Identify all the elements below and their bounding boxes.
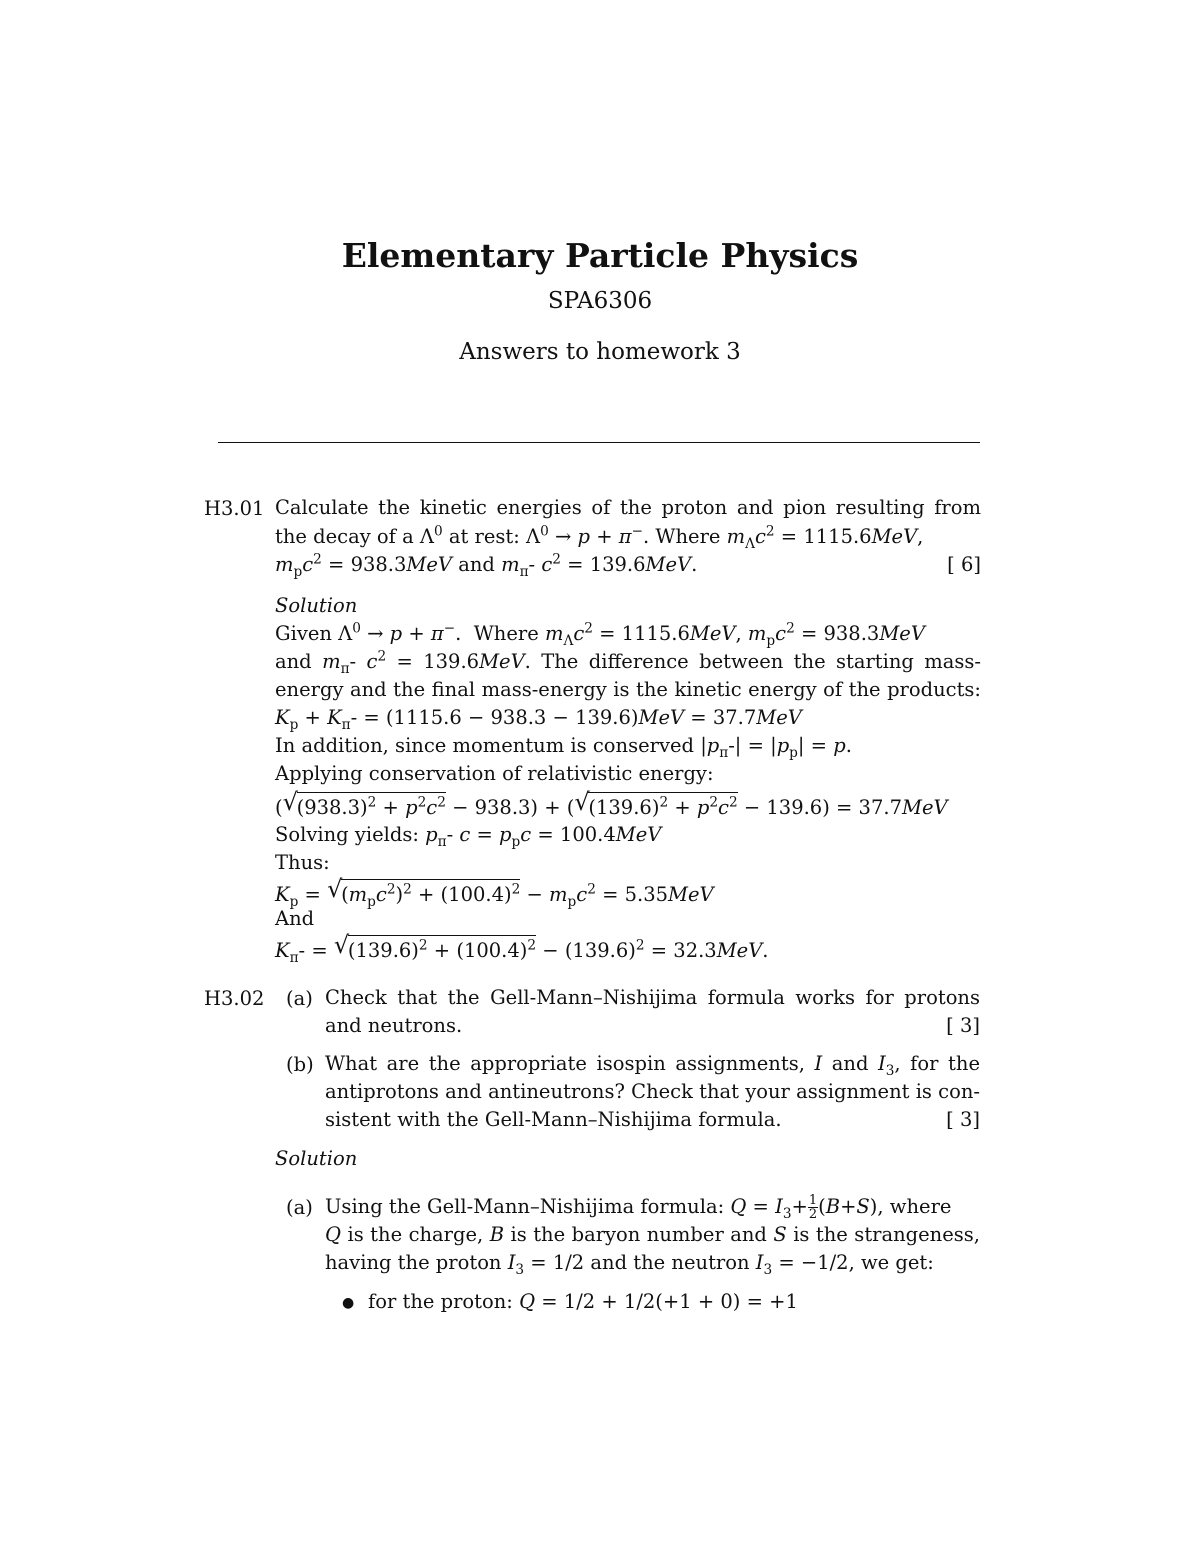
q2-solution-a-line-2: Q is the charge, B is the baryon number and S is the strangeness, bbox=[325, 1223, 980, 1246]
question-label-h301: H3.01 bbox=[204, 497, 265, 520]
q2-part-b-marks: [ 3] bbox=[946, 1108, 980, 1131]
q2-solution-a-line-3: having the proton $I_3 = 1/2$ and the neutron $I_3 = -1/2$, we get: bbox=[325, 1251, 934, 1278]
q2-solution-bullet-1: for the proton: Q = 1/2 + 1/2(+1 + 0) = +1 bbox=[368, 1290, 798, 1313]
q1-solution-line-9: Thus: bbox=[275, 851, 330, 874]
document-subtitle: Answers to homework 3 bbox=[459, 339, 741, 365]
q2-part-b-label: (b) bbox=[286, 1053, 314, 1076]
horizontal-rule bbox=[218, 442, 980, 443]
q1-marks: [ 6] bbox=[947, 553, 981, 576]
q2-solution-a-line-1: Using the Gell-Mann–Nishijima formula: $Q = I_3+$ $\frac{1}{2}$ (B+S), where bbox=[325, 1193, 952, 1222]
q2-part-b-line-3: sistent with the Gell-Mann–Nishijima formula. [ 3] bbox=[325, 1106, 980, 1134]
q1-solution-line-6: Applying conservation of relativistic energy: bbox=[275, 762, 714, 785]
q1-solution-line-3: energy and the final mass-energy is the kinetic energy of the products: bbox=[275, 678, 981, 701]
q1-solution-line-10: $K_p$ = √ $(m_pc^2)^2 + (100.4)^2 - m_pc^2 = 5.35MeV$ bbox=[275, 875, 714, 910]
q2-part-b-line-2: antiprotons and antineutrons? Check that your assignment is con- bbox=[325, 1080, 980, 1103]
q1-solution-line-8: Solving yields: $p_\pi-$ $c = p_pc = 100.4MeV$ bbox=[275, 823, 662, 850]
q1-text-line-2: the decay of a $\Lambda^0$ at rest: $\Lambda^0 \to p + \pi^-$. Where $m_\Lambda c^2 = 1115.6MeV$, bbox=[275, 523, 924, 552]
q1-solution-line-4: $K_p + K_\pi- = (1115.6 - 938.3 - 139.6)MeV = 37.7MeV$ bbox=[275, 706, 802, 733]
q2-part-a-marks: [ 3] bbox=[946, 1014, 980, 1037]
q1-solution-line-12: $K_\pi-$ = √ $(139.6)^2 + (100.4)^2 - (139.6)^2 = 32.3MeV$. bbox=[275, 931, 769, 966]
question-label-h302: H3.02 bbox=[204, 987, 265, 1010]
course-code: SPA6306 bbox=[547, 288, 653, 314]
q1-solution-line-7: ( √ $(938.3)^2 + p^2c^2 - 938.3$) + ( √ $(139.6)^2 + p^2c^2 - 139.6) = 37.7MeV$ bbox=[275, 792, 981, 822]
q2-solution-label: Solution bbox=[275, 1147, 358, 1170]
q2-part-a-line-2: and neutrons. [ 3] bbox=[325, 1012, 980, 1040]
q2-part-a-line-1: Check that the Gell-Mann–Nishijima formula works for protons bbox=[325, 986, 980, 1009]
q1-text-line-3: $m_pc^2 = 938.3MeV$ and $m_\pi-$ $c^2 = 139.6MeV$. [ 6] bbox=[275, 551, 981, 580]
q1-solution-line-1: Given $\Lambda^0 \to p + \pi^-$. Where $m_\Lambda c^2 = 1115.6MeV$, $m_pc^2 = 938.3MeV$ bbox=[275, 620, 925, 649]
q1-solution-line-2: and $m_\pi-$ $c^2 = 139.6MeV$. The difference between the starting mass- bbox=[275, 648, 982, 677]
bullet-icon: ● bbox=[342, 1295, 355, 1311]
q1-solution-line-5: In addition, since momentum is conserved $|p_\pi-| = |p_p| = p$. bbox=[275, 734, 852, 761]
q2-part-b-line-1: What are the appropriate isospin assignments, I and $I_3$, for the bbox=[325, 1052, 980, 1079]
q2-solution-a-label: (a) bbox=[286, 1196, 313, 1219]
document-title: Elementary Particle Physics bbox=[341, 236, 859, 275]
q2-part-a-label: (a) bbox=[286, 987, 313, 1010]
q1-text-line-1: Calculate the kinetic energies of the proton and pion resulting from bbox=[275, 496, 981, 519]
q1-solution-line-11: And bbox=[275, 907, 315, 930]
q1-solution-label: Solution bbox=[275, 594, 358, 617]
